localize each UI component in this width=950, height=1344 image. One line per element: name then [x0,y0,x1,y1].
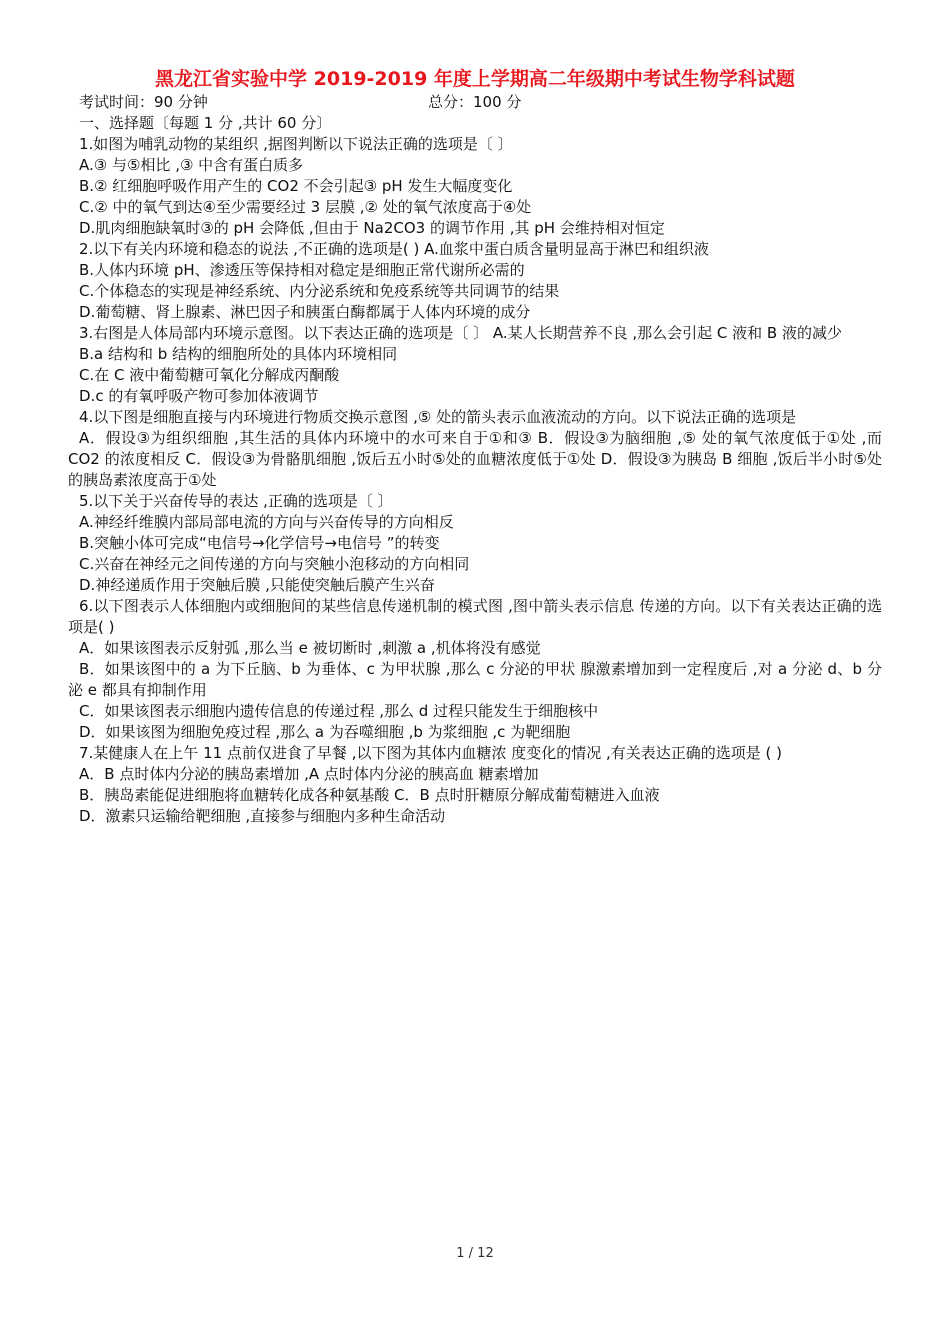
question-1-option-a: A.③ 与⑤相比 ,③ 中含有蛋白质多 [79,156,304,174]
question-5-option-c: C.兴奋在神经元之间传递的方向与突触小泡移动的方向相同 [79,555,470,573]
question-7-stem: 7.某健康人在上午 11 点前仅进食了早餐 ,以下图为其体内血糖浓 度变化的情况 ,有关表达正确的选项是 ( ) [79,744,783,762]
exam-total-score: 总分：100 分 [428,93,522,111]
question-4-stem: 4.以下图是细胞直接与内环境进行物质交换示意图 ,⑤ 处的箭头表示血液流动的方向。以下说法正确的选项是 [79,408,797,426]
question-1-option-d: D.肌肉细胞缺氧时③的 pH 会降低 ,但由于 Na2CO3 的调节作用 ,其 pH 会维持相对恒定 [79,219,665,237]
question-6-option-a: A．如果该图表示反射弧 ,那么当 e 被切断时 ,刺激 a ,机体将没有感觉 [79,639,541,657]
question-3-stem: 3.右图是人体局部内环境示意图。以下表达正确的选项是〔 〕 A.某人长期营养不良 ,那么会引起 C 液和 B 液的减少 [79,324,842,342]
question-7-option-d: D．激素只运输给靶细胞 ,直接参与细胞内多种生命活动 [79,807,446,825]
question-1-option-c: C.② 中的氧气到达④至少需要经过 3 层膜 ,② 处的氧气浓度高于④处 [79,198,532,216]
question-1-stem: 1.如图为哺乳动物的某组织 ,据图判断以下说法正确的选项是〔 〕 [79,135,513,153]
question-2-option-c: C.个体稳态的实现是神经系统、内分泌系统和免疫系统等共同调节的结果 [79,282,560,300]
question-4-options: A．假设③为组织细胞 ,其生活的具体内环境中的水可来自于①和③ B．假设③为脑细胞 ,⑤ 处的氧气浓度低于①处 ,而 CO2 的浓度相反 C．假设③为骨骼肌细胞 ,饭后五小时⑤处的血糖浓度低于①处 D．假设③为胰岛 B 细胞 ,饭后半小时⑤处的胰岛素浓度高于①处 [68,429,882,489]
question-6-stem: 6.以下图表示人体细胞内或细胞间的某些信息传递机制的模式图 ,图中箭头表示信息 传递的方向。以下有关表达正确的选项是( ) [68,597,882,636]
question-3-option-d: D.c 的有氧呼吸产物可参加体液调节 [79,387,319,405]
question-5-option-b: B.突触小体可完成“电信号→化学信号→电信号 ”的转变 [79,534,440,552]
question-2-option-b: B.人体内环境 pH、渗透压等保持相对稳定是细胞正常代谢所必需的 [79,261,525,279]
exam-time: 考试时间：90 分钟 [79,93,208,111]
question-5-option-d: D.神经递质作用于突触后膜 ,只能使突触后膜产生兴奋 [79,576,435,594]
question-3-option-b: B.a 结构和 b 结构的细胞所处的具体内环境相同 [79,345,398,363]
question-1-option-b: B.② 红细胞呼吸作用产生的 CO2 不会引起③ pH 发生大幅度变化 [79,177,513,195]
question-7-option-bc: B．胰岛素能促进细胞将血糖转化成各种氨基酸 C．B 点时肝糖原分解成葡萄糖进入血液 [79,786,660,804]
exam-title: 黑龙江省实验中学 2019-2019 年度上学期高二年级期中考试生物学科试题 [155,68,795,90]
section-heading: 一、选择题〔每题 1 分 ,共计 60 分〕 [79,114,332,132]
question-7-option-a: A．B 点时体内分泌的胰岛素增加 ,A 点时体内分泌的胰高血 糖素增加 [79,765,539,783]
question-2-stem: 2.以下有关内环境和稳态的说法 ,不正确的选项是( ) A.血浆中蛋白质含量明显高于淋巴和组织液 [79,240,709,258]
question-6-option-d: D．如果该图为细胞免疫过程 ,那么 a 为吞噬细胞 ,b 为浆细胞 ,c 为靶细胞 [79,723,571,741]
question-3-option-c: C.在 C 液中葡萄糖可氧化分解成丙酮酸 [79,366,340,384]
page-number: 1 / 12 [456,1246,494,1261]
question-6-option-b: B．如果该图中的 a 为下丘脑、b 为垂体、c 为甲状腺 ,那么 c 分泌的甲状 腺激素增加到一定程度后 ,对 a 分泌 d、b 分泌 e 都具有抑制作用 [68,660,882,699]
question-list [68,113,882,827]
question-2-option-d: D.葡萄糖、肾上腺素、淋巴因子和胰蛋白酶都属于人体内环境的成分 [79,303,531,321]
question-5-stem: 5.以下关于兴奋传导的表达 ,正确的选项是〔 〕 [79,492,393,510]
question-5-option-a: A.神经纤维膜内部局部电流的方向与兴奋传导的方向相反 [79,513,454,531]
question-6-option-c: C．如果该图表示细胞内遗传信息的传递过程 ,那么 d 过程只能发生于细胞核中 [79,702,599,720]
